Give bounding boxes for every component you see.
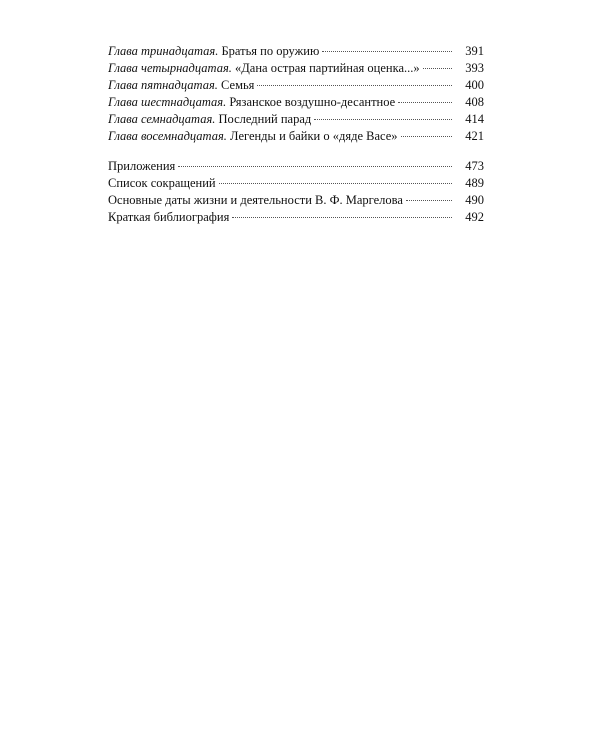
toc-chapter-number: Глава шестнадцатая. (108, 95, 227, 109)
toc-chapter-number: Глава четырнадцатая. (108, 61, 232, 75)
toc-appendices-group (108, 158, 484, 226)
table-of-contents (108, 43, 484, 226)
dot-leader (314, 119, 452, 120)
toc-entry (108, 192, 484, 209)
toc-entry (108, 209, 484, 226)
toc-entry (108, 175, 484, 192)
toc-page-number: 421 (465, 129, 484, 143)
toc-entry-label (108, 43, 319, 60)
toc-entry (108, 60, 484, 77)
toc-entry-label (108, 128, 398, 145)
dot-leader (423, 68, 452, 69)
toc-chapter-number: Глава восемнадцатая. (108, 129, 227, 143)
dot-leader (322, 51, 452, 52)
toc-entry-label (108, 94, 395, 111)
toc-chapters-group (108, 43, 484, 145)
toc-page-number: 490 (465, 193, 484, 207)
toc-entry-title: Основные даты жизни и деятельности В. Ф. Маргелова (108, 193, 403, 207)
toc-page-number: 414 (465, 112, 484, 126)
toc-page-number: 391 (465, 44, 484, 58)
toc-chapter-title: Последний парад (218, 112, 312, 126)
toc-entry-title: Приложения (108, 159, 176, 173)
toc-page-number: 473 (465, 159, 484, 173)
toc-chapter-number: Глава семнадцатая. (108, 112, 216, 126)
toc-page-number: 400 (465, 78, 484, 92)
toc-page-number: 492 (465, 210, 484, 224)
toc-entry (108, 94, 484, 111)
toc-entry (108, 111, 484, 128)
toc-chapter-title: Легенды и байки о «дяде Васе» (230, 129, 398, 143)
toc-entry (108, 77, 484, 94)
toc-chapter-title: Семья (221, 78, 255, 92)
dot-leader (398, 102, 452, 103)
toc-chapter-title: Братья по оружию (221, 44, 320, 58)
toc-page-number: 489 (465, 176, 484, 190)
toc-page-number: 408 (465, 95, 484, 109)
dot-leader (257, 85, 452, 86)
toc-entry-label (108, 111, 311, 128)
dot-leader (401, 136, 452, 137)
toc-entry (108, 158, 484, 175)
toc-entry (108, 43, 484, 60)
toc-entry-label (108, 60, 420, 77)
toc-chapter-title: «Дана острая партийная оценка...» (235, 61, 420, 75)
toc-chapter-number: Глава пятнадцатая. (108, 78, 218, 92)
toc-entry-title: Краткая библиография (108, 210, 230, 224)
toc-entry (108, 128, 484, 145)
dot-leader (406, 200, 452, 201)
toc-entry-label (108, 77, 254, 94)
toc-chapter-title: Рязанское воздушно-десантное (229, 95, 396, 109)
toc-chapter-number: Глава тринадцатая. (108, 44, 219, 58)
dot-leader (232, 217, 452, 218)
toc-entry-title: Список сокращений (108, 176, 216, 190)
toc-page-number: 393 (465, 61, 484, 75)
dot-leader (219, 183, 452, 184)
dot-leader (178, 166, 452, 167)
